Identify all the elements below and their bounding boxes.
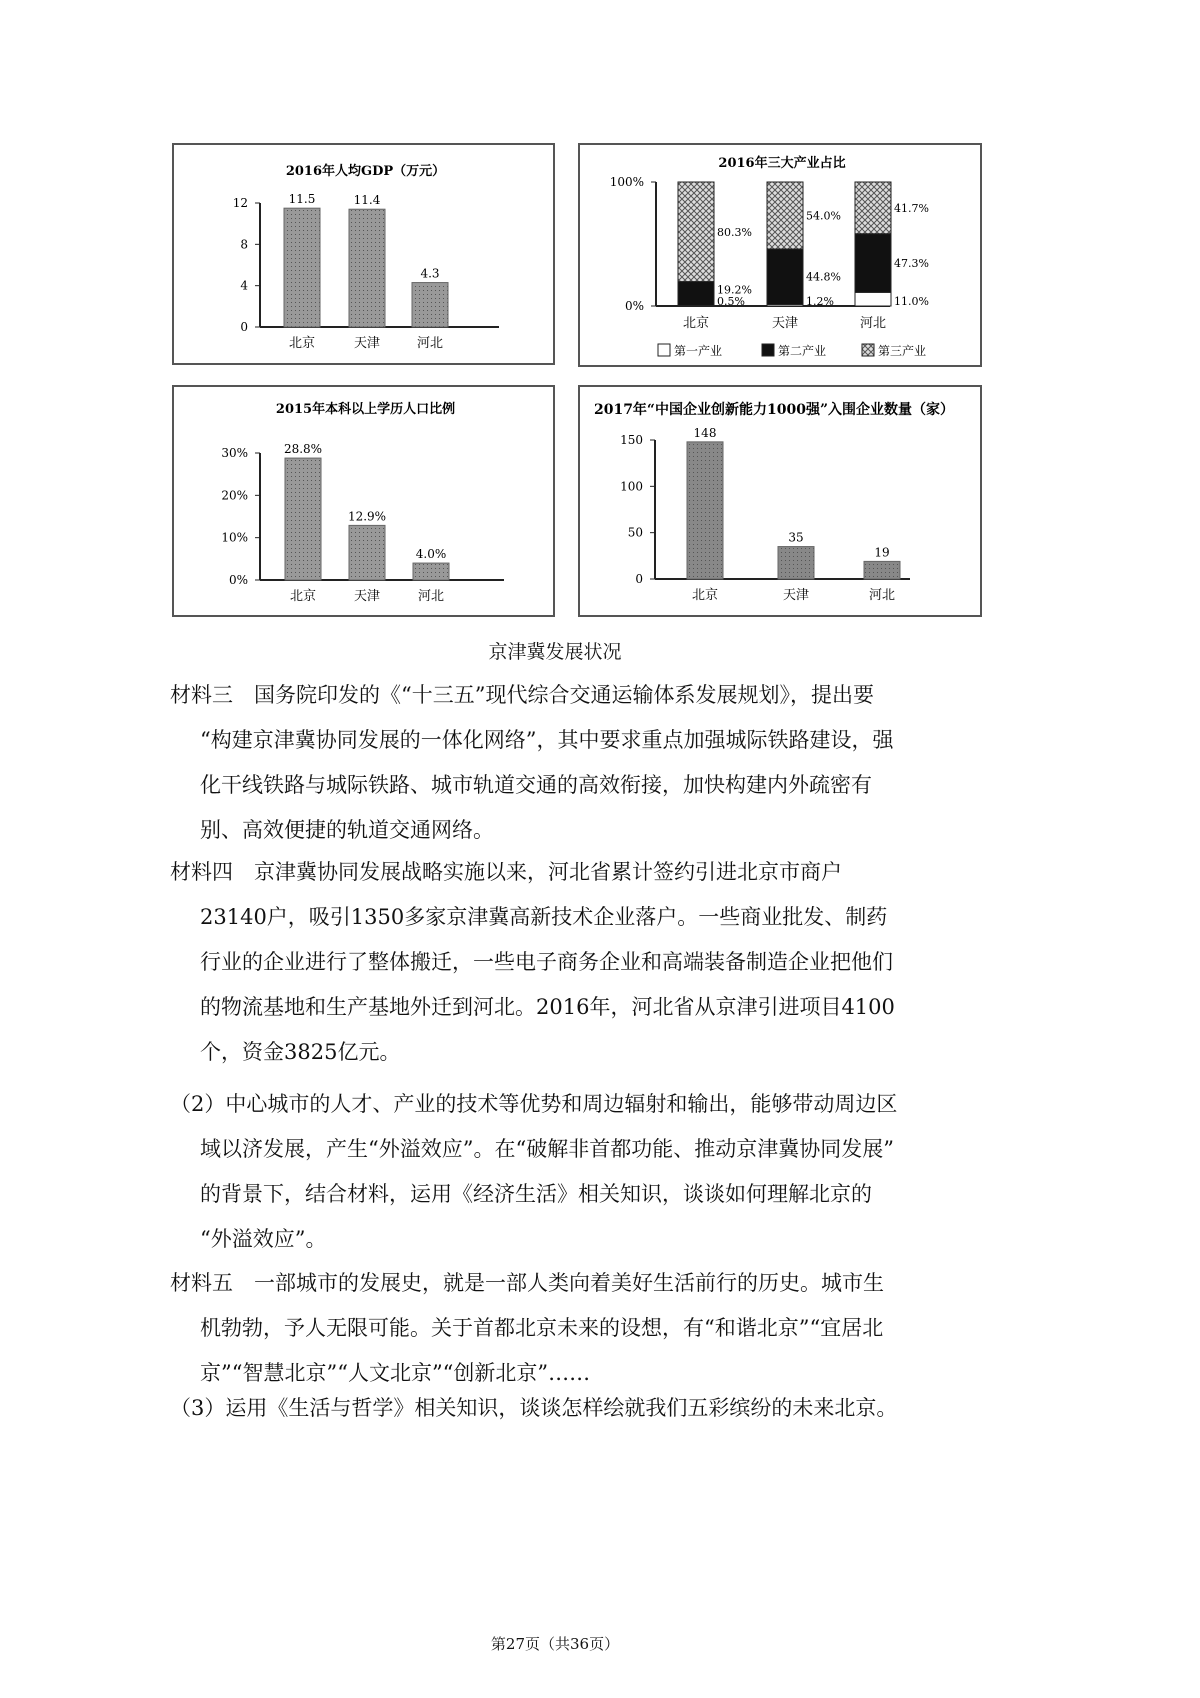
data-label: 11.4	[353, 193, 381, 208]
y-tick-label: 0	[240, 320, 248, 334]
y-tick-label: 100%	[609, 175, 644, 189]
x-tick-label: 天津	[782, 588, 810, 603]
chart-title: 2015年本科以上学历人口比例	[275, 402, 456, 417]
data-label: 41.7%	[894, 201, 929, 215]
legend-swatch	[862, 344, 874, 356]
chart-title: 2016年人均GDP（万元）	[285, 164, 446, 179]
paragraph-line: 的背景下，结合材料，运用《经济生活》相关知识，谈谈如何理解北京的	[200, 1182, 872, 1206]
stacked-bar-segment	[767, 182, 803, 249]
x-tick-label: 北京	[288, 336, 316, 351]
paragraph-line: 域以济发展，产生“外溢效应”。在“破解非首都功能、推动京津冀协同发展”	[200, 1137, 894, 1161]
y-tick-label: 0%	[624, 299, 644, 313]
y-tick-label: 8	[240, 237, 248, 252]
chart-gdp-per-capita	[172, 143, 555, 365]
y-tick-label: 4	[240, 278, 248, 293]
y-tick-label: 0	[635, 572, 643, 586]
data-label: 0.5%	[717, 295, 745, 308]
paragraph-line: “构建京津冀协同发展的一体化网络”，其中要求重点加强城际铁路建设，强	[200, 728, 894, 752]
y-tick-label: 10%	[221, 530, 248, 545]
stacked-bar-segment	[767, 249, 803, 305]
x-tick-label: 河北	[416, 336, 444, 351]
data-label: 44.8%	[806, 270, 841, 284]
stacked-bar-segment	[855, 182, 891, 234]
paragraph-line: 个，资金3825亿元。	[200, 1040, 401, 1064]
data-label: 35	[788, 530, 804, 545]
y-tick-label: 50	[627, 525, 643, 540]
y-tick-label: 100	[620, 479, 643, 494]
y-tick-label: 30%	[221, 446, 248, 460]
paragraph-line: 23140户，吸引1350多家京津冀高新技术企业落户。一些商业批发、制药	[200, 905, 888, 929]
paragraph	[170, 1082, 897, 1262]
paragraph-line: 京”“智慧北京”“人文北京”“创新北京”……	[200, 1361, 591, 1385]
data-label: 19	[874, 545, 890, 560]
bar	[285, 458, 321, 580]
chart-innovation-companies	[578, 385, 982, 617]
bar	[864, 561, 900, 579]
paragraph-line: 材料四 京津冀协同发展战略实施以来，河北省累计签约引进北京市商户	[170, 860, 842, 884]
chart-title: 2016年三大产业占比	[718, 156, 846, 171]
page-footer: 第27页（共36页）	[490, 1635, 620, 1653]
bar	[349, 209, 385, 327]
data-label: 12.9%	[347, 509, 387, 524]
paragraph-line: 的物流基地和生产基地外迁到河北。2016年，河北省从京津引进项目4100	[200, 995, 895, 1019]
paragraph-line: （3）运用《生活与哲学》相关知识，谈谈怎样绘就我们五彩缤纷的未来北京。	[170, 1396, 898, 1420]
paragraph-line: 材料三 国务院印发的《“十三五”现代综合交通运输体系发展规划》，提出要	[170, 683, 874, 707]
data-label: 28.8%	[283, 442, 323, 457]
bar	[778, 547, 814, 579]
paragraph-line: “外溢效应”。	[200, 1227, 327, 1251]
data-label: 11.0%	[894, 295, 929, 308]
x-tick-label: 河北	[417, 589, 445, 604]
paragraph	[170, 1261, 884, 1396]
paragraph	[170, 850, 895, 1075]
x-tick-label: 天津	[771, 316, 799, 331]
bar	[687, 442, 723, 579]
x-tick-label: 北京	[682, 316, 710, 331]
bar	[349, 525, 385, 580]
x-tick-label: 北京	[691, 588, 719, 603]
paragraph-line: （2）中心城市的人才、产业的技术等优势和周边辐射和输出，能够带动周边区	[170, 1092, 898, 1116]
x-tick-label: 河北	[868, 588, 896, 603]
paragraph-line: 材料五 一部城市的发展史，就是一部人类向着美好生活前行的历史。城市生	[170, 1271, 884, 1295]
legend-swatch	[658, 344, 670, 356]
x-tick-label: 北京	[289, 589, 317, 604]
stacked-bar-segment	[855, 292, 891, 306]
stacked-bar-segment	[678, 282, 714, 306]
paragraph-line: 机勃勃，予人无限可能。关于首都北京未来的设想，有“和谐北京”“宜居北	[200, 1316, 884, 1340]
x-tick-label: 天津	[353, 589, 381, 604]
legend-label: 第二产业	[778, 344, 827, 358]
chart-industry-share	[578, 143, 982, 367]
paragraph-line: 别、高效便捷的轨道交通网络。	[200, 818, 494, 842]
data-label: 4.0%	[415, 547, 447, 562]
paragraph-line: 行业的企业进行了整体搬迁，一些电子商务企业和高端装备制造企业把他们	[200, 950, 893, 974]
figure-caption: 京津冀发展状况	[488, 641, 622, 663]
stacked-bar-segment	[678, 182, 714, 282]
y-tick-label: 20%	[221, 488, 248, 503]
chart-title: 2017年“中国企业创新能力1000强”入围企业数量（家）	[593, 402, 955, 418]
data-label: 11.5	[288, 192, 316, 207]
bar	[412, 283, 448, 327]
bar	[413, 563, 449, 580]
y-tick-label: 0%	[228, 573, 248, 587]
data-label: 1.2%	[806, 295, 834, 308]
data-label: 4.3	[420, 266, 440, 281]
legend-label: 第一产业	[674, 344, 723, 358]
paragraph-line: 化干线铁路与城际铁路、城市轨道交通的高效衔接，加快构建内外疏密有	[200, 773, 872, 797]
stacked-bar-segment	[855, 234, 891, 293]
paragraph	[170, 673, 893, 853]
legend-label: 第三产业	[878, 344, 927, 358]
y-tick-label: 150	[620, 433, 643, 447]
y-tick-label: 12	[232, 196, 248, 210]
paragraph	[170, 1386, 897, 1431]
data-label: 47.3%	[894, 257, 929, 271]
bar	[284, 208, 320, 327]
data-label: 19.2%	[717, 283, 752, 297]
data-label: 54.0%	[806, 209, 841, 223]
data-label: 148	[693, 425, 717, 440]
x-tick-label: 河北	[859, 316, 887, 331]
legend-swatch	[762, 344, 774, 356]
x-tick-label: 天津	[353, 336, 381, 351]
data-label: 80.3%	[717, 225, 752, 239]
chart-bachelor-ratio	[172, 385, 555, 617]
